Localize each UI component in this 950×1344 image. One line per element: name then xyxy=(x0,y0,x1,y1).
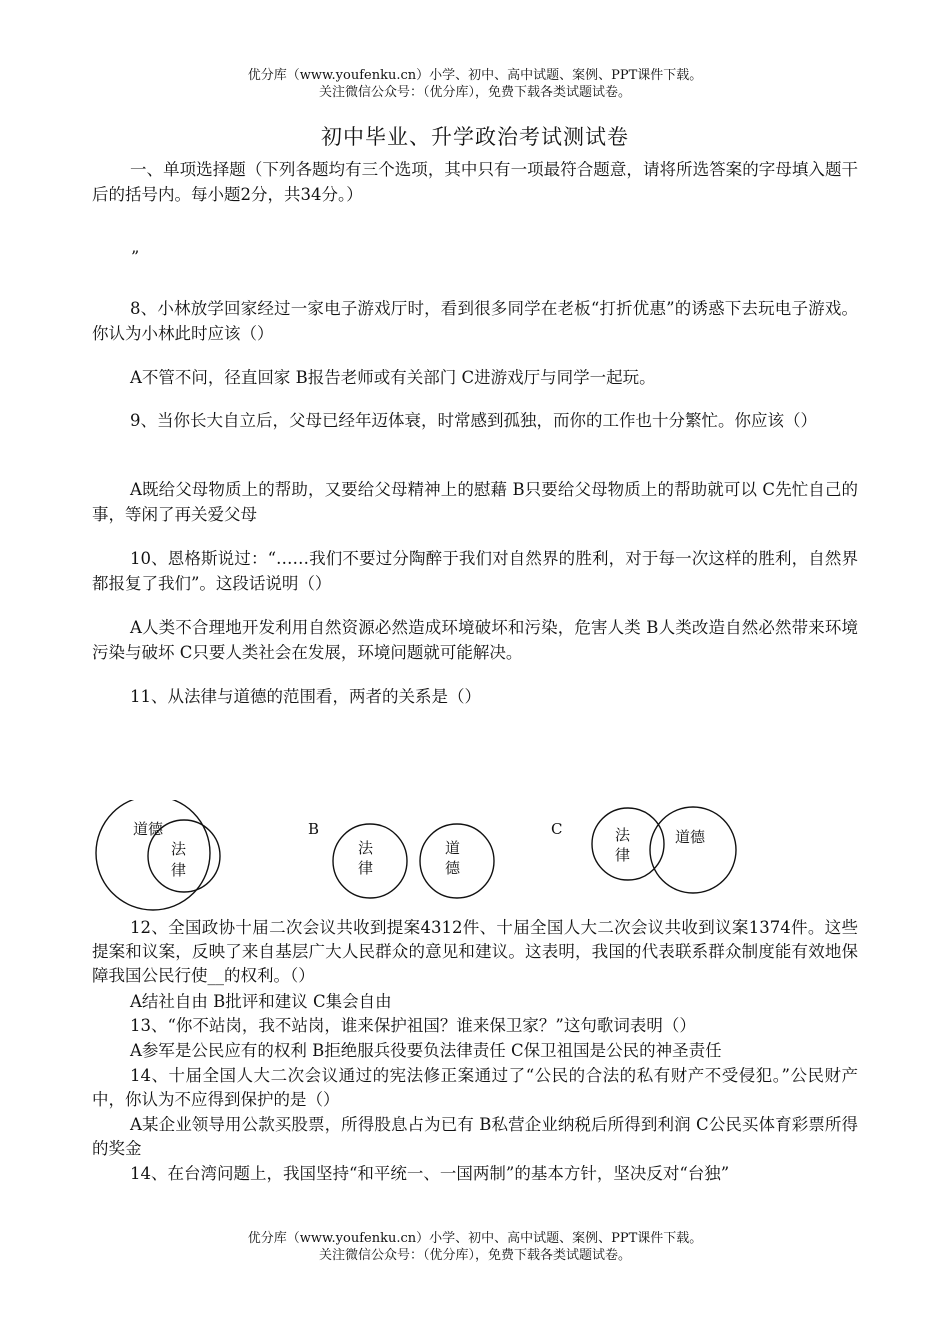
morality-circle-a xyxy=(96,800,210,910)
question-8-options: A不管不问，径直回家 B报告老师或有关部门 C进游戏厅与同学一起玩。 xyxy=(130,368,656,387)
question-14b-stem: 14、在台湾问题上，我国坚持“和平统一、一国两制”的基本方针，坚决反对“台独” xyxy=(130,1164,730,1183)
option-a-inner-label-2: 律 xyxy=(171,861,187,879)
option-b-right-label-1: 道 xyxy=(445,839,461,857)
section-instructions: 一、单项选择题（下列各题均有三个选项，其中只有一项最符合题意，请将所选答案的字母填入题干后的括号内。每小题2分，共34分。） xyxy=(92,160,858,204)
page-title: 初中毕业、升学政治考试测试卷 xyxy=(321,125,629,149)
question-9-options: A既给父母物质上的帮助，又要给父母精神上的慰藉 B只要给父母物质上的帮助就可以 C先忙自己的事，等闲了再关爱父母 xyxy=(92,480,858,524)
question-12-stem: 12、全国政协十届二次会议共收到提案4312件、十届全国人大二次会议共收到议案1374件。这些提案和议案，反映了来自基层广大人民群众的意见和建议。这表明，我国的代表联系群众制度能有效地保障我国公民行使__的权利。（） xyxy=(92,918,858,985)
footer-line-2: 关注微信公众号：（优分库），免费下载各类试题试卷。 xyxy=(318,1248,631,1263)
question-13-options: A参军是公民应有的权利 B拒绝服兵役要负法律责任 C保卫祖国是公民的神圣责任 xyxy=(130,1041,722,1060)
page-header xyxy=(0,67,950,101)
option-c-label: C xyxy=(551,820,563,838)
question-14-options: A某企业领导用公款买股票，所得股息占为已有 B私营企业纳税后所得到利润 C公民买体育彩票所得的奖金 xyxy=(92,1115,858,1158)
option-c-right-label: 道德 xyxy=(675,828,706,846)
header-line-1: 优分库（www.youfenku.cn）小学、初中、高中试题、案例、PPT课件下载。 xyxy=(247,68,703,83)
option-b-right-label-2: 德 xyxy=(445,859,461,877)
question-9-stem: 9、当你长大自立后，父母已经年迈体衰，时常感到孤独，而你的工作也十分繁忙。你应该（） xyxy=(130,411,817,430)
option-c-diagram xyxy=(551,807,736,893)
option-b-left-label-1: 法 xyxy=(358,839,374,857)
option-b-label: B xyxy=(308,820,320,838)
page-footer xyxy=(0,1230,950,1264)
question-14-stem: 14、十届全国人大二次会议通过的宪法修正案通过了“公民的合法的私有财产不受侵犯。”公民财产中，你认为不应得到保护的是（） xyxy=(92,1066,858,1109)
option-c-left-label-2: 律 xyxy=(615,846,631,864)
footer-line-1: 优分库（www.youfenku.cn）小学、初中、高中试题、案例、PPT课件下载。 xyxy=(247,1231,703,1246)
question-8-stem: 8、小林放学回家经过一家电子游戏厅时，看到很多同学在老板“打折优惠”的诱惑下去玩电子游戏。你认为小林此时应该（） xyxy=(92,299,858,343)
question-11-stem: 11、从法律与道德的范围看，两者的关系是（） xyxy=(130,687,481,706)
header-line-2: 关注微信公众号：（优分库），免费下载各类试题试卷。 xyxy=(318,85,631,100)
law-morality-diagram xyxy=(95,800,755,920)
option-a-inner-label-1: 法 xyxy=(171,840,187,858)
stray-quote-mark: ” xyxy=(131,247,140,266)
option-a-outer-label: 道德 xyxy=(133,820,164,838)
law-circle-c xyxy=(592,808,664,880)
option-a-diagram xyxy=(96,800,220,910)
option-b-left-label-2: 律 xyxy=(358,859,374,877)
question-13-stem: 13、“你不站岗，我不站岗，谁来保护祖国？谁来保卫家？”这句歌词表明（） xyxy=(130,1016,696,1035)
question-12-options: A结社自由 B批评和建议 C集会自由 xyxy=(130,992,392,1011)
option-b-diagram xyxy=(308,820,494,898)
question-10-stem: 10、恩格斯说过：“……我们不要过分陶醉于我们对自然界的胜利，对于每一次这样的胜利，自然界都报复了我们”。这段话说明（） xyxy=(92,549,858,593)
question-10-options: A人类不合理地开发利用自然资源必然造成环境破坏和污染，危害人类 B人类改造自然必然带来环境污染与破坏 C只要人类社会在发展，环境问题就可能解决。 xyxy=(92,618,858,662)
option-c-left-label-1: 法 xyxy=(615,826,631,844)
